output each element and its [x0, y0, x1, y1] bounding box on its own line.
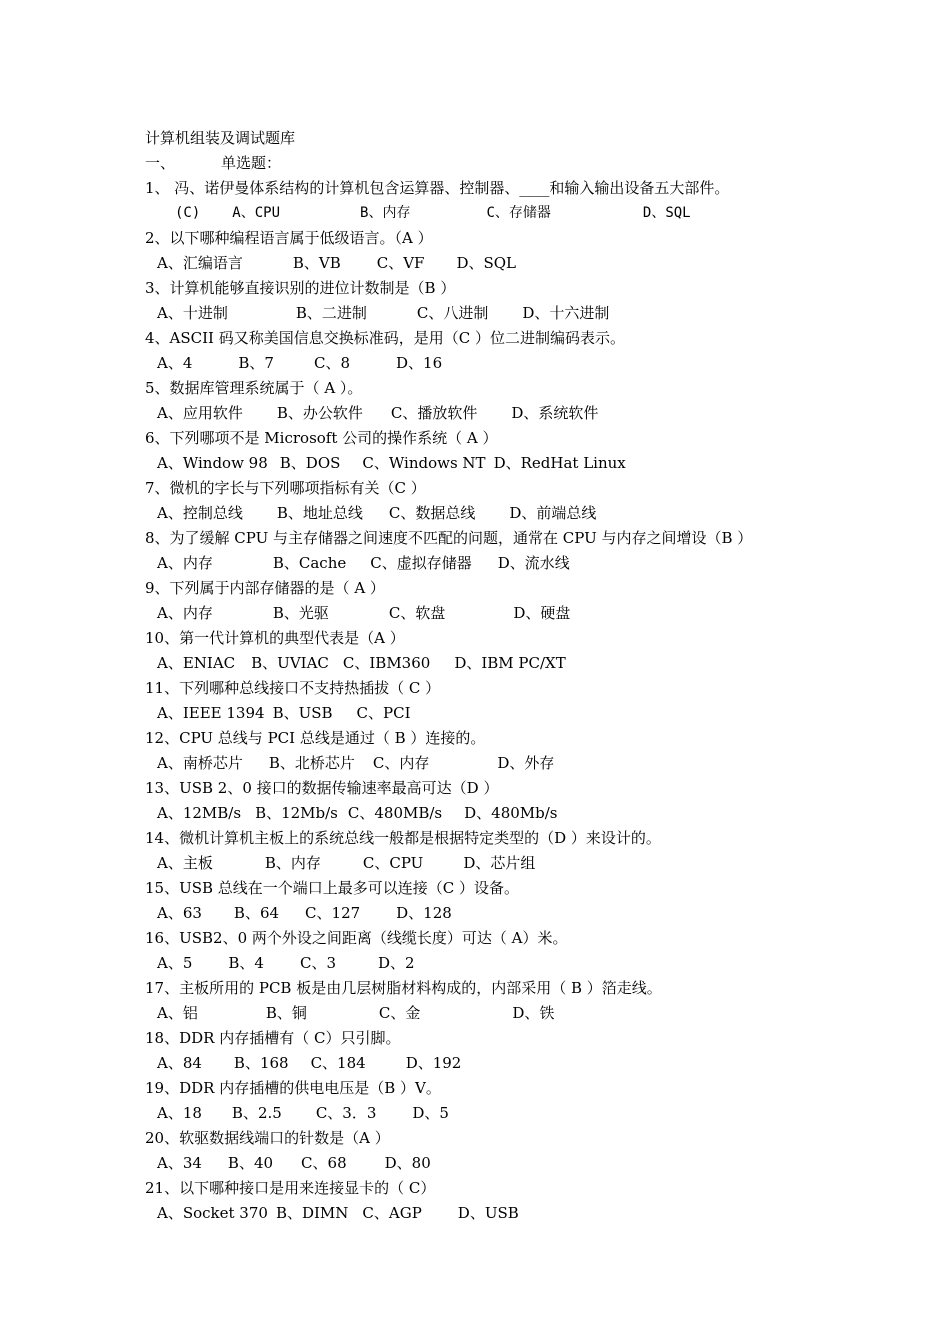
option-c: C、软盘	[388, 604, 446, 622]
question-9: 9、下列属于内部存储器的是（ A ）	[145, 579, 385, 597]
option-c: C、PCI	[356, 704, 411, 722]
option-d: D、SQL	[642, 205, 691, 221]
option-a: A、内存	[157, 604, 213, 622]
option-b: B、7	[238, 354, 274, 372]
question-21-options	[157, 1203, 519, 1223]
option-c: C、CPU	[362, 854, 424, 872]
question-16: 16、USB2、0 两个外设之间距离（线缆长度）可达（ A）米。	[145, 929, 568, 947]
option-a: A、18	[157, 1104, 202, 1122]
option-d: D、十六进制	[522, 304, 610, 322]
option-c: C、AGP	[362, 1204, 422, 1222]
option-a: A、ENIAC	[157, 654, 236, 672]
question-7: 7、微机的字长与下列哪项指标有关（C ）	[145, 479, 426, 497]
option-c: C、存储器	[486, 205, 551, 221]
option-a: A、12MB/s	[157, 804, 242, 822]
option-a: A、十进制	[157, 304, 228, 322]
question-6-options	[157, 453, 626, 473]
question-3: 3、计算机能够直接识别的进位计数制是（B ）	[145, 279, 456, 297]
option-d: D、192	[405, 1054, 462, 1072]
option-a: A、84	[157, 1054, 202, 1072]
page-title: 计算机组装及调试题库	[145, 129, 296, 147]
option-c: C、3	[299, 954, 336, 972]
option-b: B、DIMN	[275, 1204, 349, 1222]
question-12: 12、CPU 总线与 PCI 总线是通过（ B ）连接的。	[145, 729, 486, 747]
option-c: C、金	[378, 1004, 421, 1022]
option-a: A、应用软件	[157, 404, 243, 422]
option-a: A、南桥芯片	[157, 754, 243, 772]
question-17-options	[157, 1003, 554, 1023]
question-19: 19、DDR 内存插槽的供电电压是（B ）V。	[145, 1079, 441, 1097]
option-c: C、Windows NT	[362, 454, 486, 472]
question-20: 20、软驱数据线端口的针数是（A ）	[145, 1129, 390, 1147]
option-b: B、北桥芯片	[268, 754, 355, 772]
option-a: A、5	[157, 954, 193, 972]
option-d: D、IBM PC/XT	[454, 654, 566, 672]
option-b: B、VB	[292, 254, 341, 272]
option-b: B、168	[233, 1054, 289, 1072]
section-heading	[145, 153, 281, 173]
question-19-options	[157, 1103, 449, 1123]
option-a: A、63	[157, 904, 202, 922]
question-3-options	[157, 303, 609, 323]
question-10-options	[157, 653, 566, 673]
option-b: B、铜	[265, 1004, 307, 1022]
option-d: D、USB	[457, 1204, 519, 1222]
question-13: 13、USB 2、0 接口的数据传输速率最高可达（D ）	[145, 779, 499, 797]
option-b: B、DOS	[279, 454, 341, 472]
question-11: 11、下列哪种总线接口不支持热插拔（ C ）	[145, 679, 441, 697]
option-b: B、40	[227, 1154, 274, 1172]
question-1-answer: (C)	[175, 205, 201, 221]
option-b: B、Cache	[272, 554, 347, 572]
section-number: 一、	[145, 154, 176, 172]
option-c: C、内存	[372, 754, 430, 772]
question-12-options	[157, 753, 554, 773]
option-c: C、IBM360	[342, 654, 431, 672]
option-b: B、办公软件	[276, 404, 363, 422]
option-d: D、硬盘	[513, 604, 571, 622]
option-d: D、128	[396, 904, 452, 922]
option-c: C、虚拟存储器	[370, 554, 472, 572]
option-b: B、2.5	[231, 1104, 282, 1122]
question-8: 8、为了缓解 CPU 与主存储器之间速度不匹配的问题，通常在 CPU 与内存之间增设（B ）	[145, 529, 753, 547]
option-a: A、主板	[157, 854, 213, 872]
question-14: 14、微机计算机主板上的系统总线一般都是根据特定类型的（D ）来设计的。	[145, 829, 661, 847]
option-a: A、CPU	[232, 205, 281, 221]
question-7-options	[157, 503, 596, 523]
option-d: D、前端总线	[509, 504, 597, 522]
option-d: D、2	[378, 954, 415, 972]
option-d: D、480Mb/s	[464, 804, 558, 822]
question-20-options	[157, 1153, 431, 1173]
option-c: C、数据总线	[388, 504, 476, 522]
question-2-options	[157, 253, 516, 273]
option-a: A、汇编语言	[157, 254, 243, 272]
option-b: B、二进制	[295, 304, 367, 322]
question-6: 6、下列哪项不是 Microsoft 公司的操作系统（ A ）	[145, 429, 498, 447]
question-8-options	[157, 553, 570, 573]
question-1-options	[175, 203, 691, 223]
question-2: 2、以下哪种编程语言属于低级语言。（A ）	[145, 229, 433, 247]
option-d: D、流水线	[497, 554, 570, 572]
question-15: 15、USB 总线在一个端口上最多可以连接（C ）设备。	[145, 879, 520, 897]
question-18: 18、DDR 内存插槽有（ C）只引脚。	[145, 1029, 401, 1047]
question-4-options	[157, 353, 442, 373]
option-c: C、68	[301, 1154, 347, 1172]
option-b: B、12Mb/s	[255, 804, 338, 822]
question-16-options	[157, 953, 415, 973]
option-a: A、控制总线	[157, 504, 243, 522]
option-b: B、内存	[360, 205, 411, 221]
question-1: 1、 冯、诺伊曼体系结构的计算机包含运算器、控制器、____和输入输出设备五大部件。	[145, 179, 730, 197]
option-d: D、系统软件	[511, 404, 599, 422]
question-10: 10、第一代计算机的典型代表是（A ）	[145, 629, 405, 647]
option-b: B、USB	[272, 704, 333, 722]
option-d: D、80	[384, 1154, 431, 1172]
question-15-options	[157, 903, 452, 923]
option-d: D、芯片组	[463, 854, 536, 872]
question-5: 5、数据库管理系统属于（ A ）。	[145, 379, 363, 397]
section-label: 单选题：	[221, 154, 282, 172]
option-c: C、480MB/s	[347, 804, 443, 822]
option-c: C、八进制	[416, 304, 489, 322]
option-d: D、16	[396, 354, 443, 372]
option-a: A、IEEE 1394	[157, 704, 265, 722]
option-a: A、4	[157, 354, 193, 372]
option-b: B、4	[228, 954, 264, 972]
option-c: C、3．3	[315, 1104, 377, 1122]
question-17: 17、主板所用的 PCB 板是由几层树脂材料构成的，内部采用（ B ）箔走线。	[145, 979, 662, 997]
question-11-options	[157, 703, 411, 723]
option-c: C、VF	[376, 254, 425, 272]
option-d: D、5	[412, 1104, 449, 1122]
option-d: D、SQL	[456, 254, 517, 272]
option-d: D、铁	[512, 1004, 555, 1022]
option-c: C、184	[310, 1054, 366, 1072]
option-d: D、RedHat Linux	[493, 454, 626, 472]
option-a: A、内存	[157, 554, 213, 572]
question-13-options	[157, 803, 558, 823]
question-4: 4、ASCII 码又称美国信息交换标准码，是用（C ）位二进制编码表示。	[145, 329, 625, 347]
question-5-options	[157, 403, 598, 423]
question-14-options	[157, 853, 535, 873]
question-18-options	[157, 1053, 461, 1073]
option-b: B、光驱	[272, 604, 329, 622]
option-a: A、铝	[157, 1004, 198, 1022]
question-21: 21、以下哪种接口是用来连接显卡的（ C）	[145, 1179, 436, 1197]
option-a: A、Socket 370	[157, 1204, 268, 1222]
option-c: C、127	[305, 904, 361, 922]
option-a: A、34	[157, 1154, 202, 1172]
option-a: A、Window 98	[157, 454, 268, 472]
option-c: C、8	[313, 354, 350, 372]
option-c: C、播放软件	[390, 404, 478, 422]
option-d: D、外存	[497, 754, 555, 772]
option-b: B、64	[233, 904, 280, 922]
option-b: B、地址总线	[276, 504, 363, 522]
question-9-options	[157, 603, 570, 623]
option-b: B、内存	[264, 854, 321, 872]
option-b: B、UVIAC	[251, 654, 329, 672]
